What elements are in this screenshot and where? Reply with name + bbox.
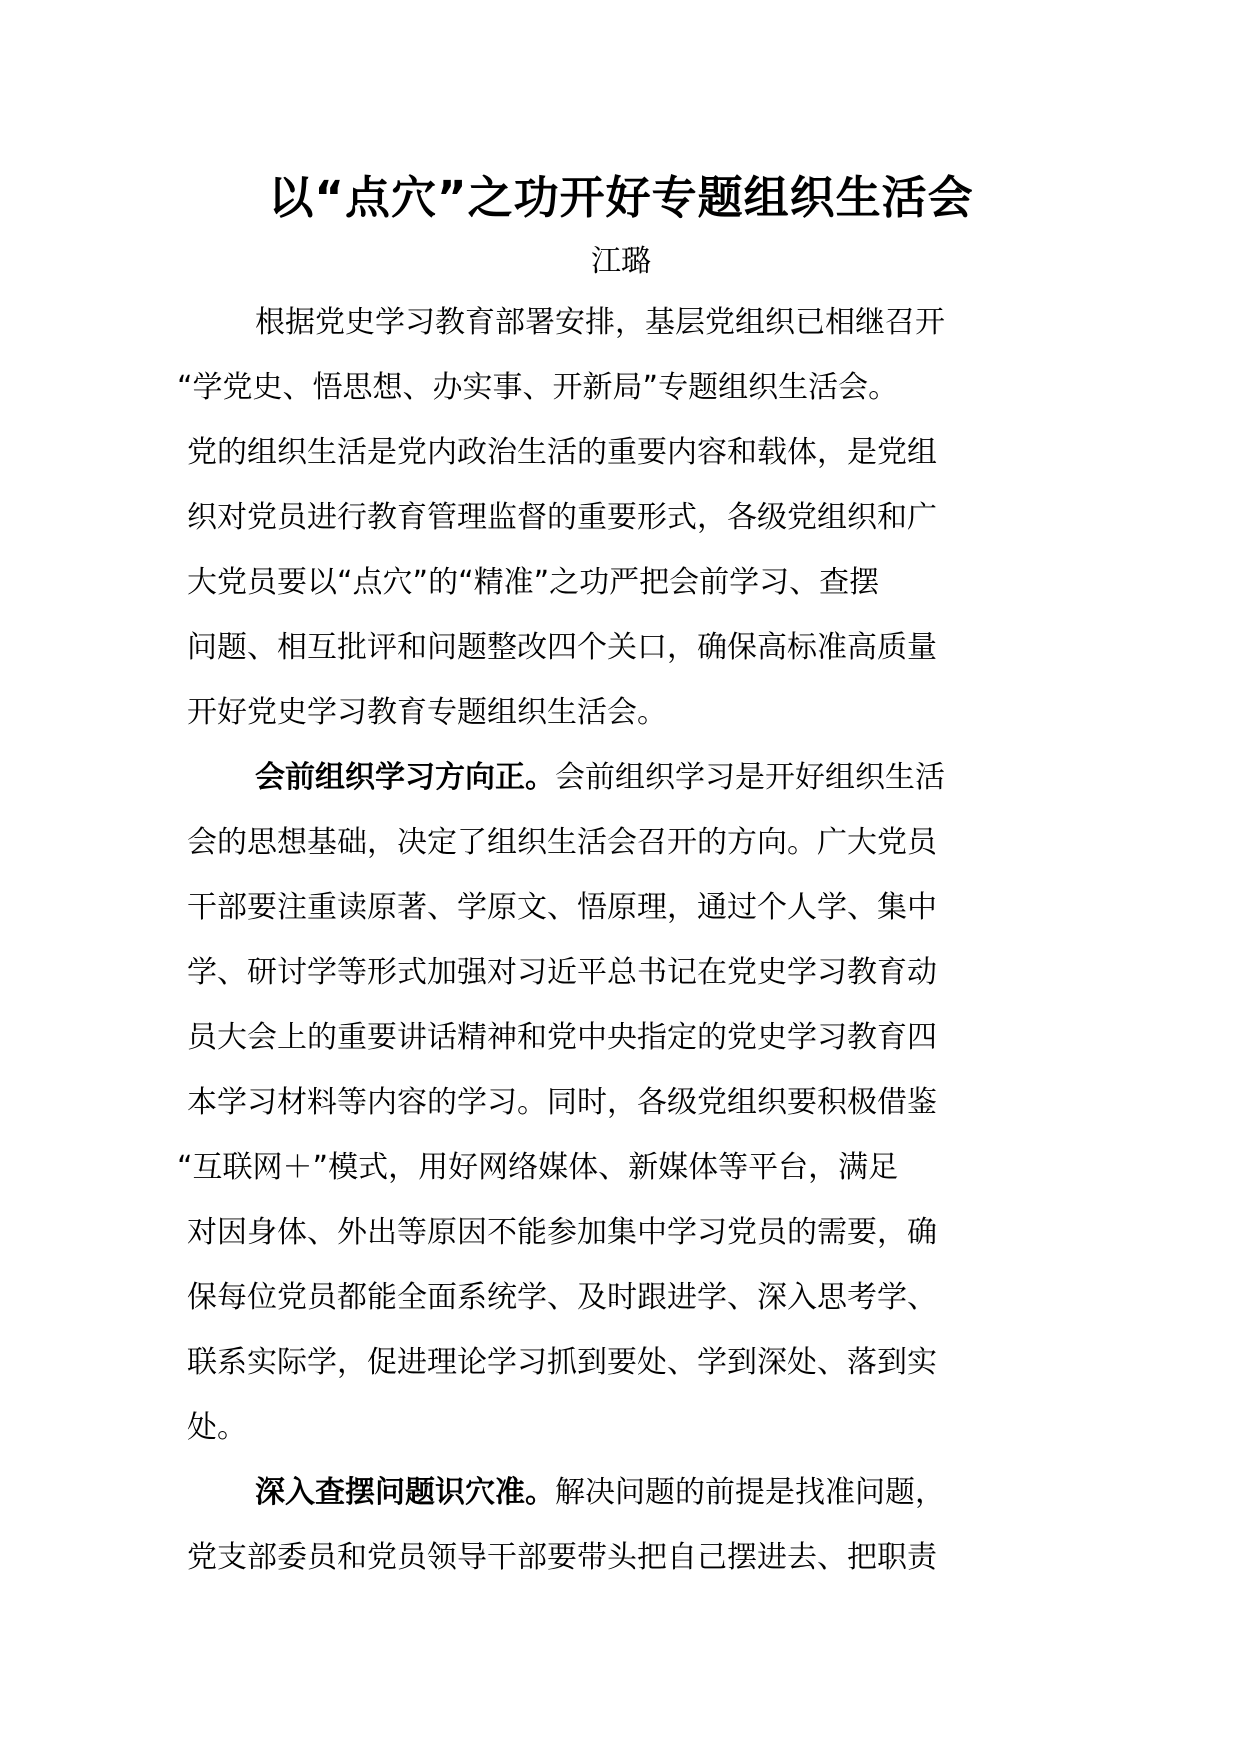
paragraph-3	[187, 1460, 1055, 1590]
paragraph-line: 大党员要以“点穴”的“精准”之功严把会前学习、查摆	[187, 565, 880, 600]
paragraph-line: 处。	[187, 1410, 247, 1445]
document-page	[177, 158, 1055, 1590]
paragraph-line: 党支部委员和党员领导干部要带头把自己摆进去、把职责	[187, 1540, 937, 1575]
paragraph-lead: 深入查摆问题识穴准。	[255, 1475, 555, 1510]
paragraph-line: 对因身体、外出等原因不能参加集中学习党员的需要，确	[187, 1215, 937, 1250]
paragraph-line: “学党史、悟思想、办实事、开新局”专题组织生活会。	[177, 370, 899, 405]
document-author: 江璐	[591, 244, 651, 279]
document-title: 以“点穴”之功开好专题组织生活会	[268, 171, 974, 224]
paragraph-first-rest: 会前组织学习是开好组织生活	[555, 760, 945, 795]
paragraph-1	[177, 290, 1055, 745]
paragraph-line: 保每位党员都能全面系统学、及时跟进学、深入思考学、	[187, 1280, 937, 1315]
paragraph-line: 学、研讨学等形式加强对习近平总书记在党史学习教育动	[187, 955, 937, 990]
paragraph-line: 本学习材料等内容的学习。同时，各级党组织要积极借鉴	[187, 1085, 937, 1120]
paragraph-line: 织对党员进行教育管理监督的重要形式，各级党组织和广	[187, 500, 937, 535]
paragraph-line: “互联网＋”模式，用好网络媒体、新媒体等平台，满足	[177, 1150, 899, 1185]
paragraph-line: 员大会上的重要讲话精神和党中央指定的党史学习教育四	[187, 1020, 937, 1055]
paragraph-2	[177, 745, 1055, 1460]
paragraph-line: 根据党史学习教育部署安排，基层党组织已相继召开	[255, 305, 945, 340]
paragraph-line: 党的组织生活是党内政治生活的重要内容和载体，是党组	[187, 435, 937, 470]
paragraph-first-rest: 解决问题的前提是找准问题，	[555, 1475, 945, 1510]
paragraph-line: 干部要注重读原著、学原文、悟原理，通过个人学、集中	[187, 890, 937, 925]
paragraph-line: 联系实际学，促进理论学习抓到要处、学到深处、落到实	[187, 1345, 937, 1380]
paragraph-lead: 会前组织学习方向正。	[255, 760, 555, 795]
document-body	[177, 290, 1055, 1590]
paragraph-line: 会的思想基础，决定了组织生活会召开的方向。广大党员	[187, 825, 937, 860]
paragraph-first-line	[187, 745, 1055, 810]
paragraph-line: 问题、相互批评和问题整改四个关口，确保高标准高质量	[187, 630, 937, 665]
paragraph-line: 开好党史学习教育专题组织生活会。	[187, 695, 667, 730]
paragraph-first-line	[187, 1460, 1055, 1525]
